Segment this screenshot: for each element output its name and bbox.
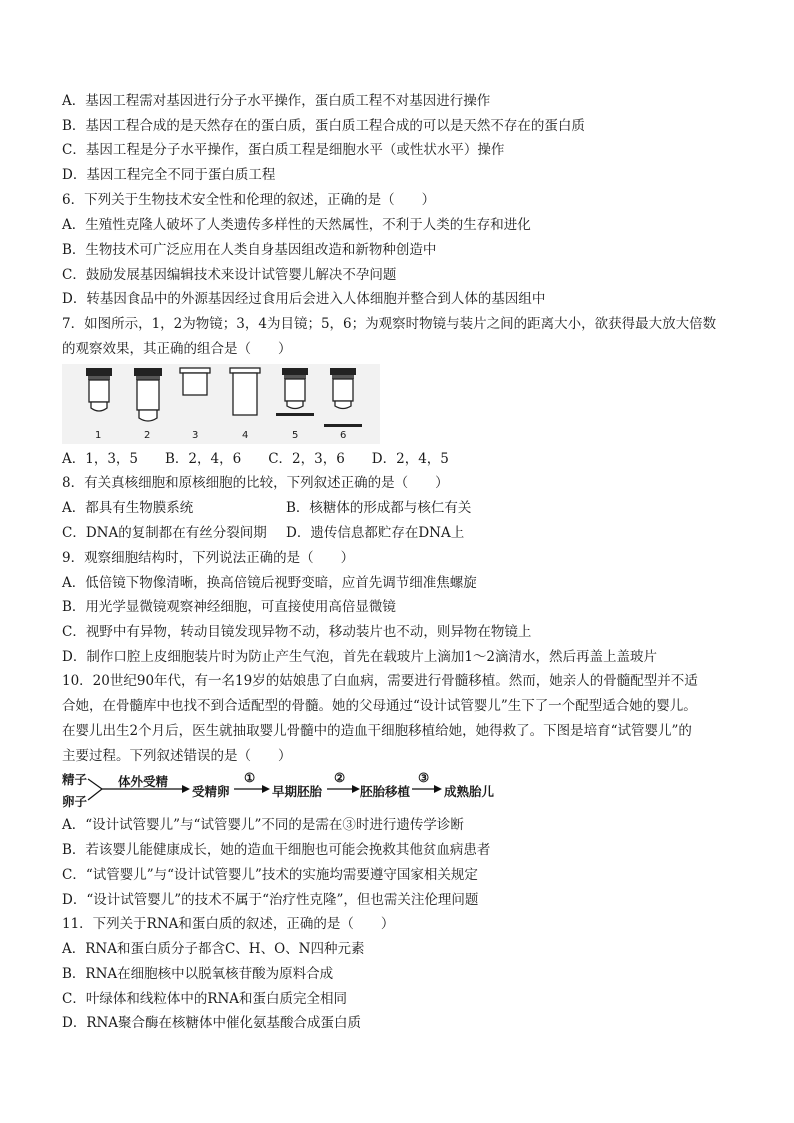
q6-option-a: A．生殖性克隆人破坏了人类遗传多样性的天然属性，不利于人类的生存和进化 [62,217,531,233]
q9-option-c: C．视野中有异物，转动目镜发现异物不动，移动装片也不动，则异物在物镜上 [62,624,532,640]
q9-option-d: D．制作口腔上皮细胞装片时为防止产生气泡，首先在载玻片上滴加1～2滴清水，然后再盖上盖玻片 [62,649,658,665]
q7-stem-line1: 7．如图所示，1，2为物镜；3，4为目镜；5，6；为观察时物镜与装片之间的距离大小，欲获得最大放大倍数 [62,316,717,332]
q8-option-b: B．核糖体的形成都与核仁有关 [286,500,472,516]
ivf-flow-diagram [62,770,495,810]
q10-option-c: C．“试管婴儿”与“设计试管婴儿”技术的实施均需要遵守国家相关规定 [62,867,478,883]
flow-node-zygote: 受精卵 [192,784,230,799]
lens-label-2: 2 [144,430,151,441]
lens-label-1: 1 [95,430,102,441]
flow-step-1: ① [244,770,256,785]
lens-label-3: 3 [192,430,199,441]
eyepiece-lens-4-icon [230,368,260,415]
q6-option-b: B．生物技术可广泛应用在人类自身基因组改造和新物种创造中 [62,242,437,258]
q5-option-a: A．基因工程需对基因进行分子水平操作，蛋白质工程不对基因进行操作 [62,93,491,109]
lens-label-4: 4 [242,430,249,441]
flow-node-mature-fetus: 成熟胎儿 [444,784,495,799]
eyepiece-lens-3-icon [180,368,210,395]
q8-option-d: D．遗传信息都贮存在DNA上 [286,525,465,541]
q10-option-d: D．“设计试管婴儿”的技术不属于“治疗性克隆”，但也需关注伦理问题 [62,892,479,908]
flow-step-2: ② [334,770,346,785]
q8-option-c: C．DNA的复制都在有丝分裂间期 [62,525,267,541]
q10-stem-line4: 主要过程。下列叙述错误的是（ ） [62,748,292,764]
q10-option-b: B．若该婴儿能健康成长，她的造血干细胞也可能会挽救其他贫血病患者 [62,842,491,858]
q11-option-a: A．RNA和蛋白质分子都含C、H、O、N四种元素 [62,941,365,957]
q5-option-b: B．基因工程合成的是天然存在的蛋白质，蛋白质工程合成的可以是天然不存在的蛋白质 [62,118,585,134]
lens-figure [62,364,380,444]
q5-option-d: D．基因工程完全不同于蛋白质工程 [62,167,276,183]
q9-stem: 9．观察细胞结构时，下列说法正确的是（ ） [62,550,355,566]
objective-lens-5-icon [276,368,314,416]
q11-option-d: D．RNA聚合酶在核糖体中催化氨基酸合成蛋白质 [62,1015,362,1031]
flow-step-ivf: 体外受精 [118,774,169,789]
lens-label-5: 5 [292,430,299,441]
q9-option-a: A．低倍镜下物像清晰，换高倍镜后视野变暗，应首先调节细准焦螺旋 [62,575,477,591]
q10-stem-line2: 合她，在骨髓库中也找不到合适配型的骨髓。她的父母通过“设计试管婴儿”生下了一个配型适合她的婴儿。 [62,698,697,714]
q10-stem-line3: 在婴儿出生2个月后，医生就抽取婴儿骨髓中的造血干细胞移植给她，她得救了。下图是培育“试管婴儿”的 [62,723,692,739]
flow-node-embryo-transfer: 胚胎移植 [360,784,411,799]
lens-label-6: 6 [340,430,347,441]
q9-option-b: B．用光学显微镜观察神经细胞，可直接使用高倍显微镜 [62,599,396,615]
q8-stem: 8．有关真核细胞和原核细胞的比较，下列叙述正确的是（ ） [62,475,449,491]
q6-stem: 6．下列关于生物技术安全性和伦理的叙述，正确的是（ ） [62,192,436,208]
q10-stem-line1: 10．20世纪90年代，有一名19岁的姑娘患了白血病，需要进行骨髓移植。然而，她亲人的骨髓配型并不适 [62,673,698,689]
objective-lens-1-icon [86,368,112,411]
q5-option-c: C．基因工程是分子水平操作，蛋白质工程是细胞水平（或性状水平）操作 [62,142,505,158]
q11-stem: 11．下列关于RNA和蛋白质的叙述，正确的是（ ） [62,916,395,932]
q6-option-c: C．鼓励发展基因编辑技术来设计试管婴儿解决不孕问题 [62,267,397,283]
flow-step-3: ③ [418,770,430,785]
objective-lens-2-icon [134,368,162,421]
q10-option-a: A．“设计试管婴儿”与“试管婴儿”不同的是需在③时进行遗传学诊断 [62,817,464,833]
flow-sperm-label: 精子 [62,772,88,787]
q11-option-b: B．RNA在细胞核中以脱氧核苷酸为原料合成 [62,966,334,982]
objective-lens-6-icon [324,368,362,427]
q7-options: A．1，3，5 B．2，4，6 C．2，3，6 D．2，4，5 [62,451,449,467]
q6-option-d: D．转基因食品中的外源基因经过食用后会进入人体细胞并整合到人体的基因组中 [62,291,546,307]
q8-options-row1 [62,499,742,517]
q8-option-a: A．都具有生物膜系统 [62,500,194,516]
q11-option-c: C．叶绿体和线粒体中的RNA和蛋白质完全相同 [62,991,348,1007]
q8-options-row2 [62,524,742,542]
flow-node-early-embryo: 早期胚胎 [272,784,323,799]
q7-stem-line2: 的观察效果，其正确的组合是（ ） [62,341,292,357]
flow-egg-label: 卵子 [62,794,88,809]
